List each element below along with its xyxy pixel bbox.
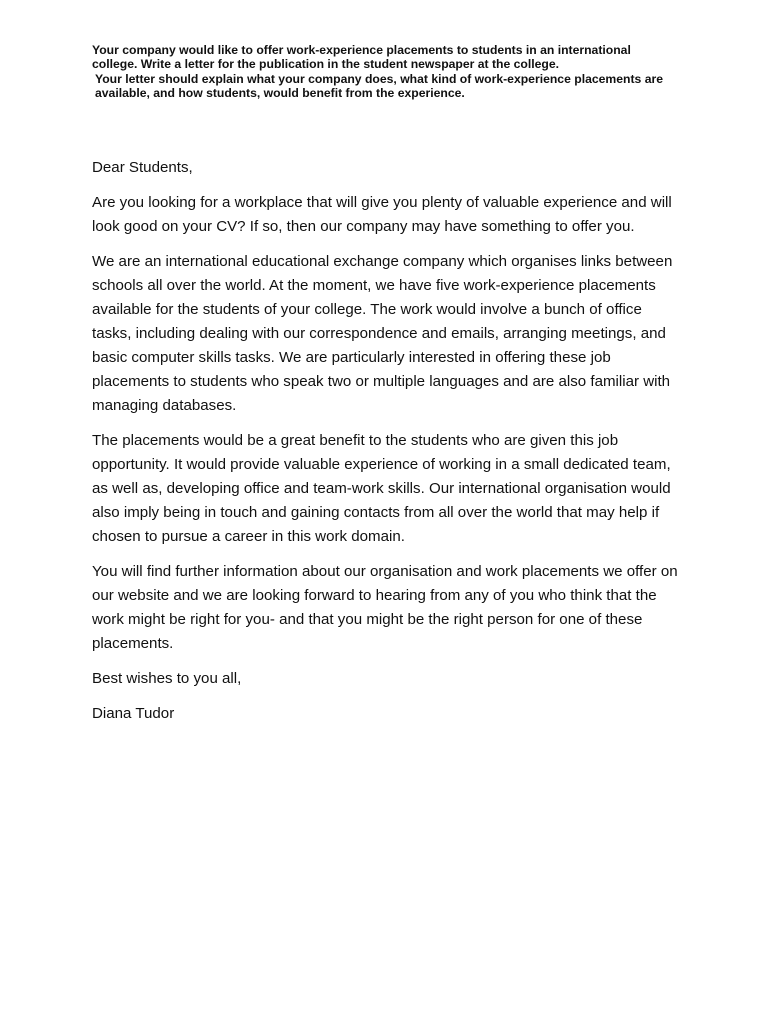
letter-salutation: Dear Students, bbox=[92, 159, 193, 176]
letter-closing: Best wishes to you all, bbox=[92, 670, 242, 687]
letter-paragraph: The placements would be a great benefit to the students who are given this job opportunity. It would provide valuable experience of working in a small dedicated team, as well as, developing office and team-work skills. Our international organisation would also imply being in touch and gaining contacts from all over the world that may help if chosen to pursue a career in this work domain. bbox=[92, 432, 671, 545]
task-paragraph: Your letter should explain what your company does, what kind of work-experience placements are available, and how students, would benefit from the experience. bbox=[95, 71, 663, 100]
letter-signature: Diana Tudor bbox=[92, 705, 175, 722]
task-instructions bbox=[92, 43, 672, 100]
letter-paragraph: Are you looking for a workplace that will give you plenty of valuable experience and will look good on your CV? If so, then our company may have something to offer you. bbox=[92, 194, 672, 235]
letter-paragraph: You will find further information about our organisation and work placements we offer on our website and we are looking forward to hearing from any of you who think that the work might be right for you- and that you might be the right person for one of these placements. bbox=[92, 563, 678, 652]
letter-body bbox=[92, 156, 682, 737]
task-paragraph: Your company would like to offer work-experience placements to students in an international college. Write a letter for the publication in the student newspaper at the college. bbox=[92, 43, 631, 72]
letter-paragraph: We are an international educational exchange company which organises links between schools all over the world. At the moment, we have five work-experience placements available for the students of your college. The work would involve a bunch of office tasks, including dealing with our correspondence and emails, arranging meetings, and basic computer skills tasks. We are particularly interested in offering these job placements to students who speak two or multiple languages and are also familiar with managing databases. bbox=[92, 253, 673, 414]
